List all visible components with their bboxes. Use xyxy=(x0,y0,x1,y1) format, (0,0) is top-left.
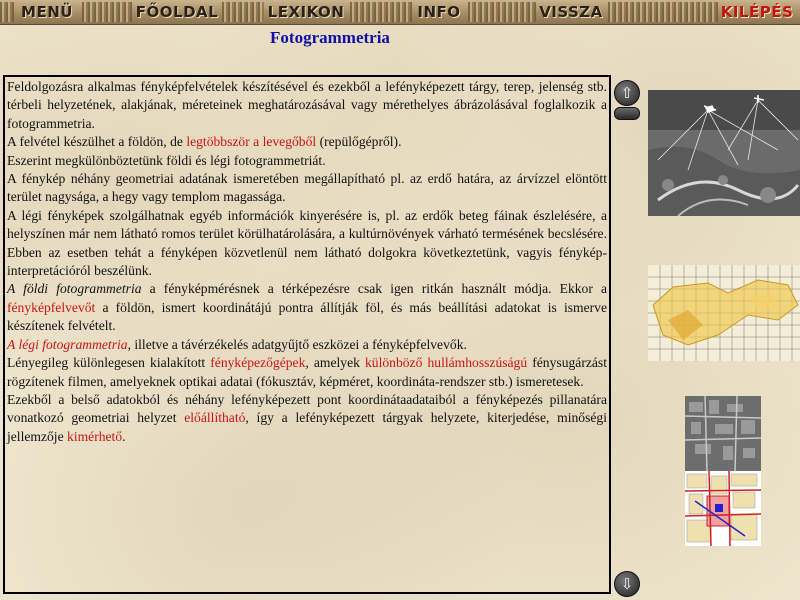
scroll-thumb[interactable] xyxy=(614,107,640,120)
paragraph-text: Eszerint megkülönböztetünk földi és légi fotogrammetriát. xyxy=(7,152,326,168)
arrow-down-icon[interactable]: ⇩ xyxy=(614,571,640,597)
menu-ornament xyxy=(222,2,264,22)
highlighted-term[interactable]: különböző hullámhosszúságú xyxy=(365,355,528,371)
menu-ornament xyxy=(608,2,718,22)
paragraph-text: A fénykép néhány geometriai adatának ismeretében megállapítható pl. az erdő határa, az árvízzel elöntött terület nagysága, a hegy vagy templom magassága. xyxy=(7,171,607,205)
highlighted-term[interactable]: kimérhető xyxy=(67,428,123,444)
paragraph xyxy=(7,354,607,391)
menu-ornament xyxy=(0,2,14,22)
content-text-frame xyxy=(3,75,611,594)
paragraph-text: Ezekből a belső adatokból és néhány lefényképezett pont koordinátaadataiból a fényképezés pillanatára vonatkozó geometriai helyzet xyxy=(7,391,607,426)
menu-ornament xyxy=(350,2,412,22)
map-index-image xyxy=(648,265,800,361)
paragraph xyxy=(7,133,607,151)
paragraph xyxy=(7,336,607,354)
paragraph xyxy=(7,207,607,281)
lexicon-button[interactable]: LEXIKON xyxy=(267,3,345,21)
paragraph xyxy=(7,78,607,133)
home-button[interactable]: FŐOLDAL xyxy=(135,3,219,21)
paragraph-text: a földön, ismert koordinátájú pontra állítják föl, és más beállítási adatokat is ismerve készítenek felvételt. xyxy=(7,299,607,334)
italic-term: A földi fotogrammetria xyxy=(7,281,142,297)
top-menu-bar xyxy=(0,0,800,25)
exit-button[interactable]: KILÉPÉS xyxy=(720,3,794,21)
paragraph-text: Lényegileg különlegesen kialakított xyxy=(7,355,211,371)
paragraph-text: Feldolgozásra alkalmas fényképfelvételek készítésével és ezekből a lefényképezett tárgy, terep, jelenség stb. térbeli helyzetének, alakjának, méreteinek meghatározásával vagy mérethelyes ábrázolásával foglalkozik a fotogrammetria. xyxy=(7,79,607,131)
paragraph-text: A légi fényképek szolgálhatnak egyéb információk kinyerésére is, pl. az erdők beteg fáinak észlelésére, a helyszínen már nem látható romos terület körülhatárolására, a kultúrnövények várható termésének becslésére. Ebben az esetben tehát a fényképen közvetlenül nem látható dolgokra következtetünk, vagyis fénykép-interpretációról beszélünk. xyxy=(7,207,607,279)
menu-ornament xyxy=(82,2,132,22)
paragraph-text: a fényképmérésnek a térképezésre csak igen ritkán használt módja. Ekkor a xyxy=(141,281,608,297)
paragraph-text: . xyxy=(122,428,126,444)
paragraph xyxy=(7,391,607,446)
paragraph xyxy=(7,280,607,335)
menu-button[interactable]: MENÜ xyxy=(21,3,73,21)
arrow-up-icon[interactable]: ⇧ xyxy=(614,80,640,106)
paragraph-text: (repülőgépről). xyxy=(316,134,402,150)
paragraph-text: , amelyek xyxy=(305,355,365,371)
highlighted-term[interactable]: fényképezőgépek xyxy=(210,355,306,371)
highlighted-term[interactable]: fényképfelvevőt xyxy=(7,299,96,315)
paragraph-text: A felvétel készülhet a földön, de xyxy=(7,134,187,150)
highlighted-term[interactable]: előállítható xyxy=(184,410,246,426)
page-title: Fotogrammetria xyxy=(270,28,390,47)
info-button[interactable]: INFO xyxy=(417,3,461,21)
aerial-photo-image xyxy=(648,90,800,216)
orthophoto-map-image xyxy=(685,396,761,546)
menu-ornament xyxy=(468,2,536,22)
back-button[interactable]: VISSZA xyxy=(539,3,603,21)
highlighted-term: legtöbbször a levegőből xyxy=(186,134,317,150)
paragraph-text: , így a lefényképezett tárgyak helyzete, kiterjedése, minőségi jellemzője xyxy=(7,410,607,444)
highlighted-term[interactable]: A légi fotogrammetria xyxy=(7,336,128,352)
paragraph xyxy=(7,152,607,170)
paragraph-text: , illetve a távérzékelés adatgyűjtő eszközei a fényképfelvevők. xyxy=(127,336,467,352)
paragraph-text: fénysugárzást rögzítenek filmen, amelyeknek optikai adatai (fókusztáv, képméret, koordináta-rendszer stb.) ismeretesek. xyxy=(7,355,607,389)
paragraph xyxy=(7,170,607,207)
